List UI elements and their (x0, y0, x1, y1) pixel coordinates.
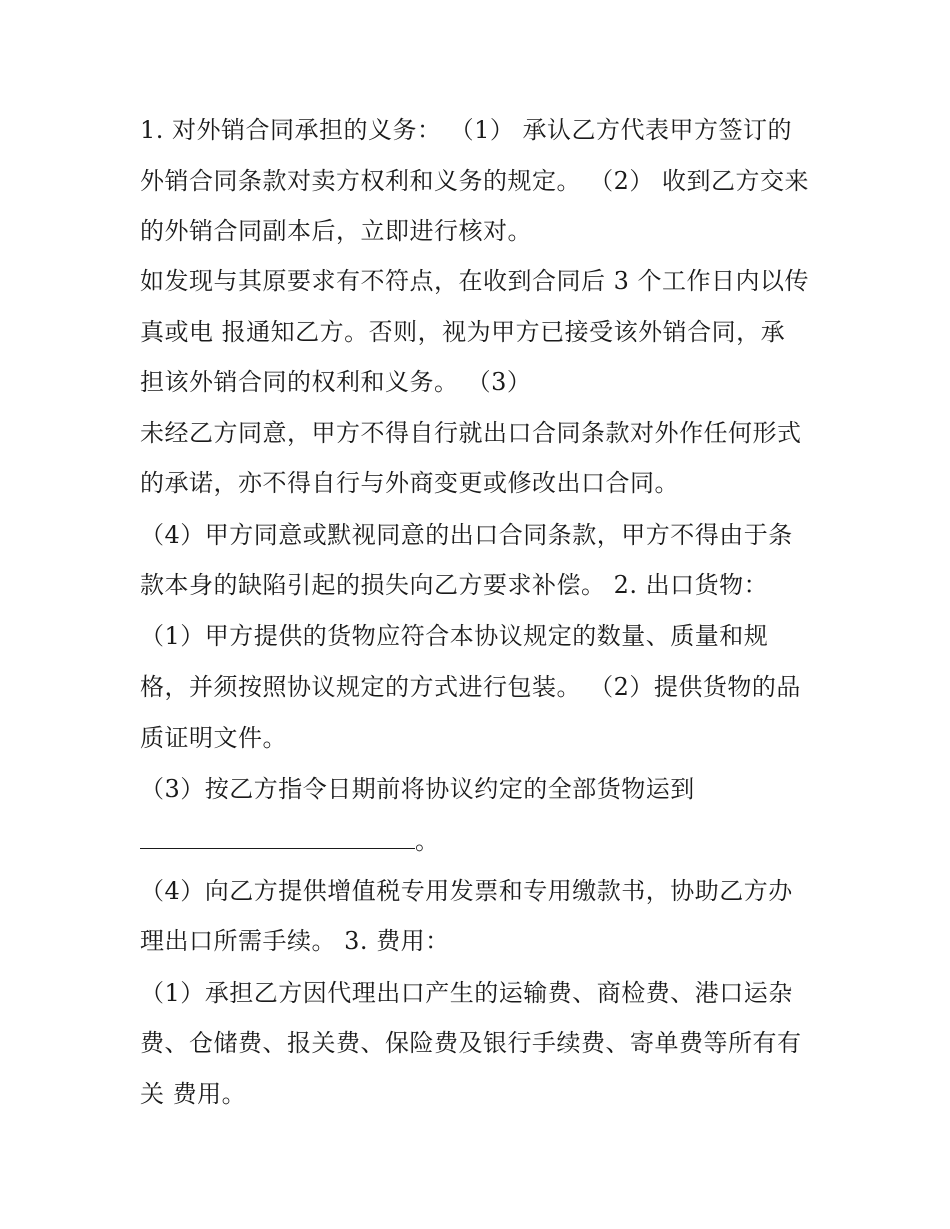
text-line: 的外销合同副本后，立即进行核对。 (140, 217, 532, 245)
text-line: （4）甲方同意或默视同意的出口合同条款，甲方不得由于条 (140, 521, 793, 549)
text-line: 外销合同条款对卖方权利和义务的规定。 （2） 收到乙方交来 (140, 167, 810, 195)
text-line: （1）甲方提供的货物应符合本协议规定的数量、质量和规 (140, 622, 769, 650)
text-line: 款本身的缺陷引起的损失向乙方要求补偿。 2. 出口货物： (140, 571, 769, 599)
text-line: 如发现与其原要求有不符点，在收到合同后 3 个工作日内以传 (140, 267, 810, 295)
text-line: （3）按乙方指令日期前将协议约定的全部货物运到 (140, 775, 695, 803)
text-line: 担该外销合同的权利和义务。 （3） (140, 368, 532, 396)
text-line: 未经乙方同意，甲方不得自行就出口合同条款对外作任何形式 (140, 419, 802, 447)
text-period: 。 (415, 827, 440, 855)
text-line: （1）承担乙方因代理出口产生的运输费、商检费、港口运杂 (140, 979, 793, 1007)
text-line: 费、仓储费、报关费、保险费及银行手续费、寄单费等所有有 (140, 1029, 802, 1057)
text-line: 的承诺，亦不得自行与外商变更或修改出口合同。 (140, 469, 679, 497)
text-line: 真或电 报通知乙方。否则，视为甲方已接受该外销合同，承 (140, 318, 786, 346)
text-line: 质证明文件。 (140, 724, 287, 752)
text-line: 1. 对外销合同承担的义务： （1） 承认乙方代表甲方签订的 (140, 116, 793, 144)
text-line: 理出口所需手续。 3. 费用： (140, 927, 450, 955)
text-line: （4）向乙方提供增值税专用发票和专用缴款书，协助乙方办 (140, 877, 793, 905)
text-line: 格，并须按照协议规定的方式进行包装。 （2）提供货物的品 (140, 673, 801, 701)
text-line: 关 费用。 (140, 1080, 247, 1108)
blank-fill-line (140, 826, 440, 856)
blank-underline (140, 826, 415, 849)
